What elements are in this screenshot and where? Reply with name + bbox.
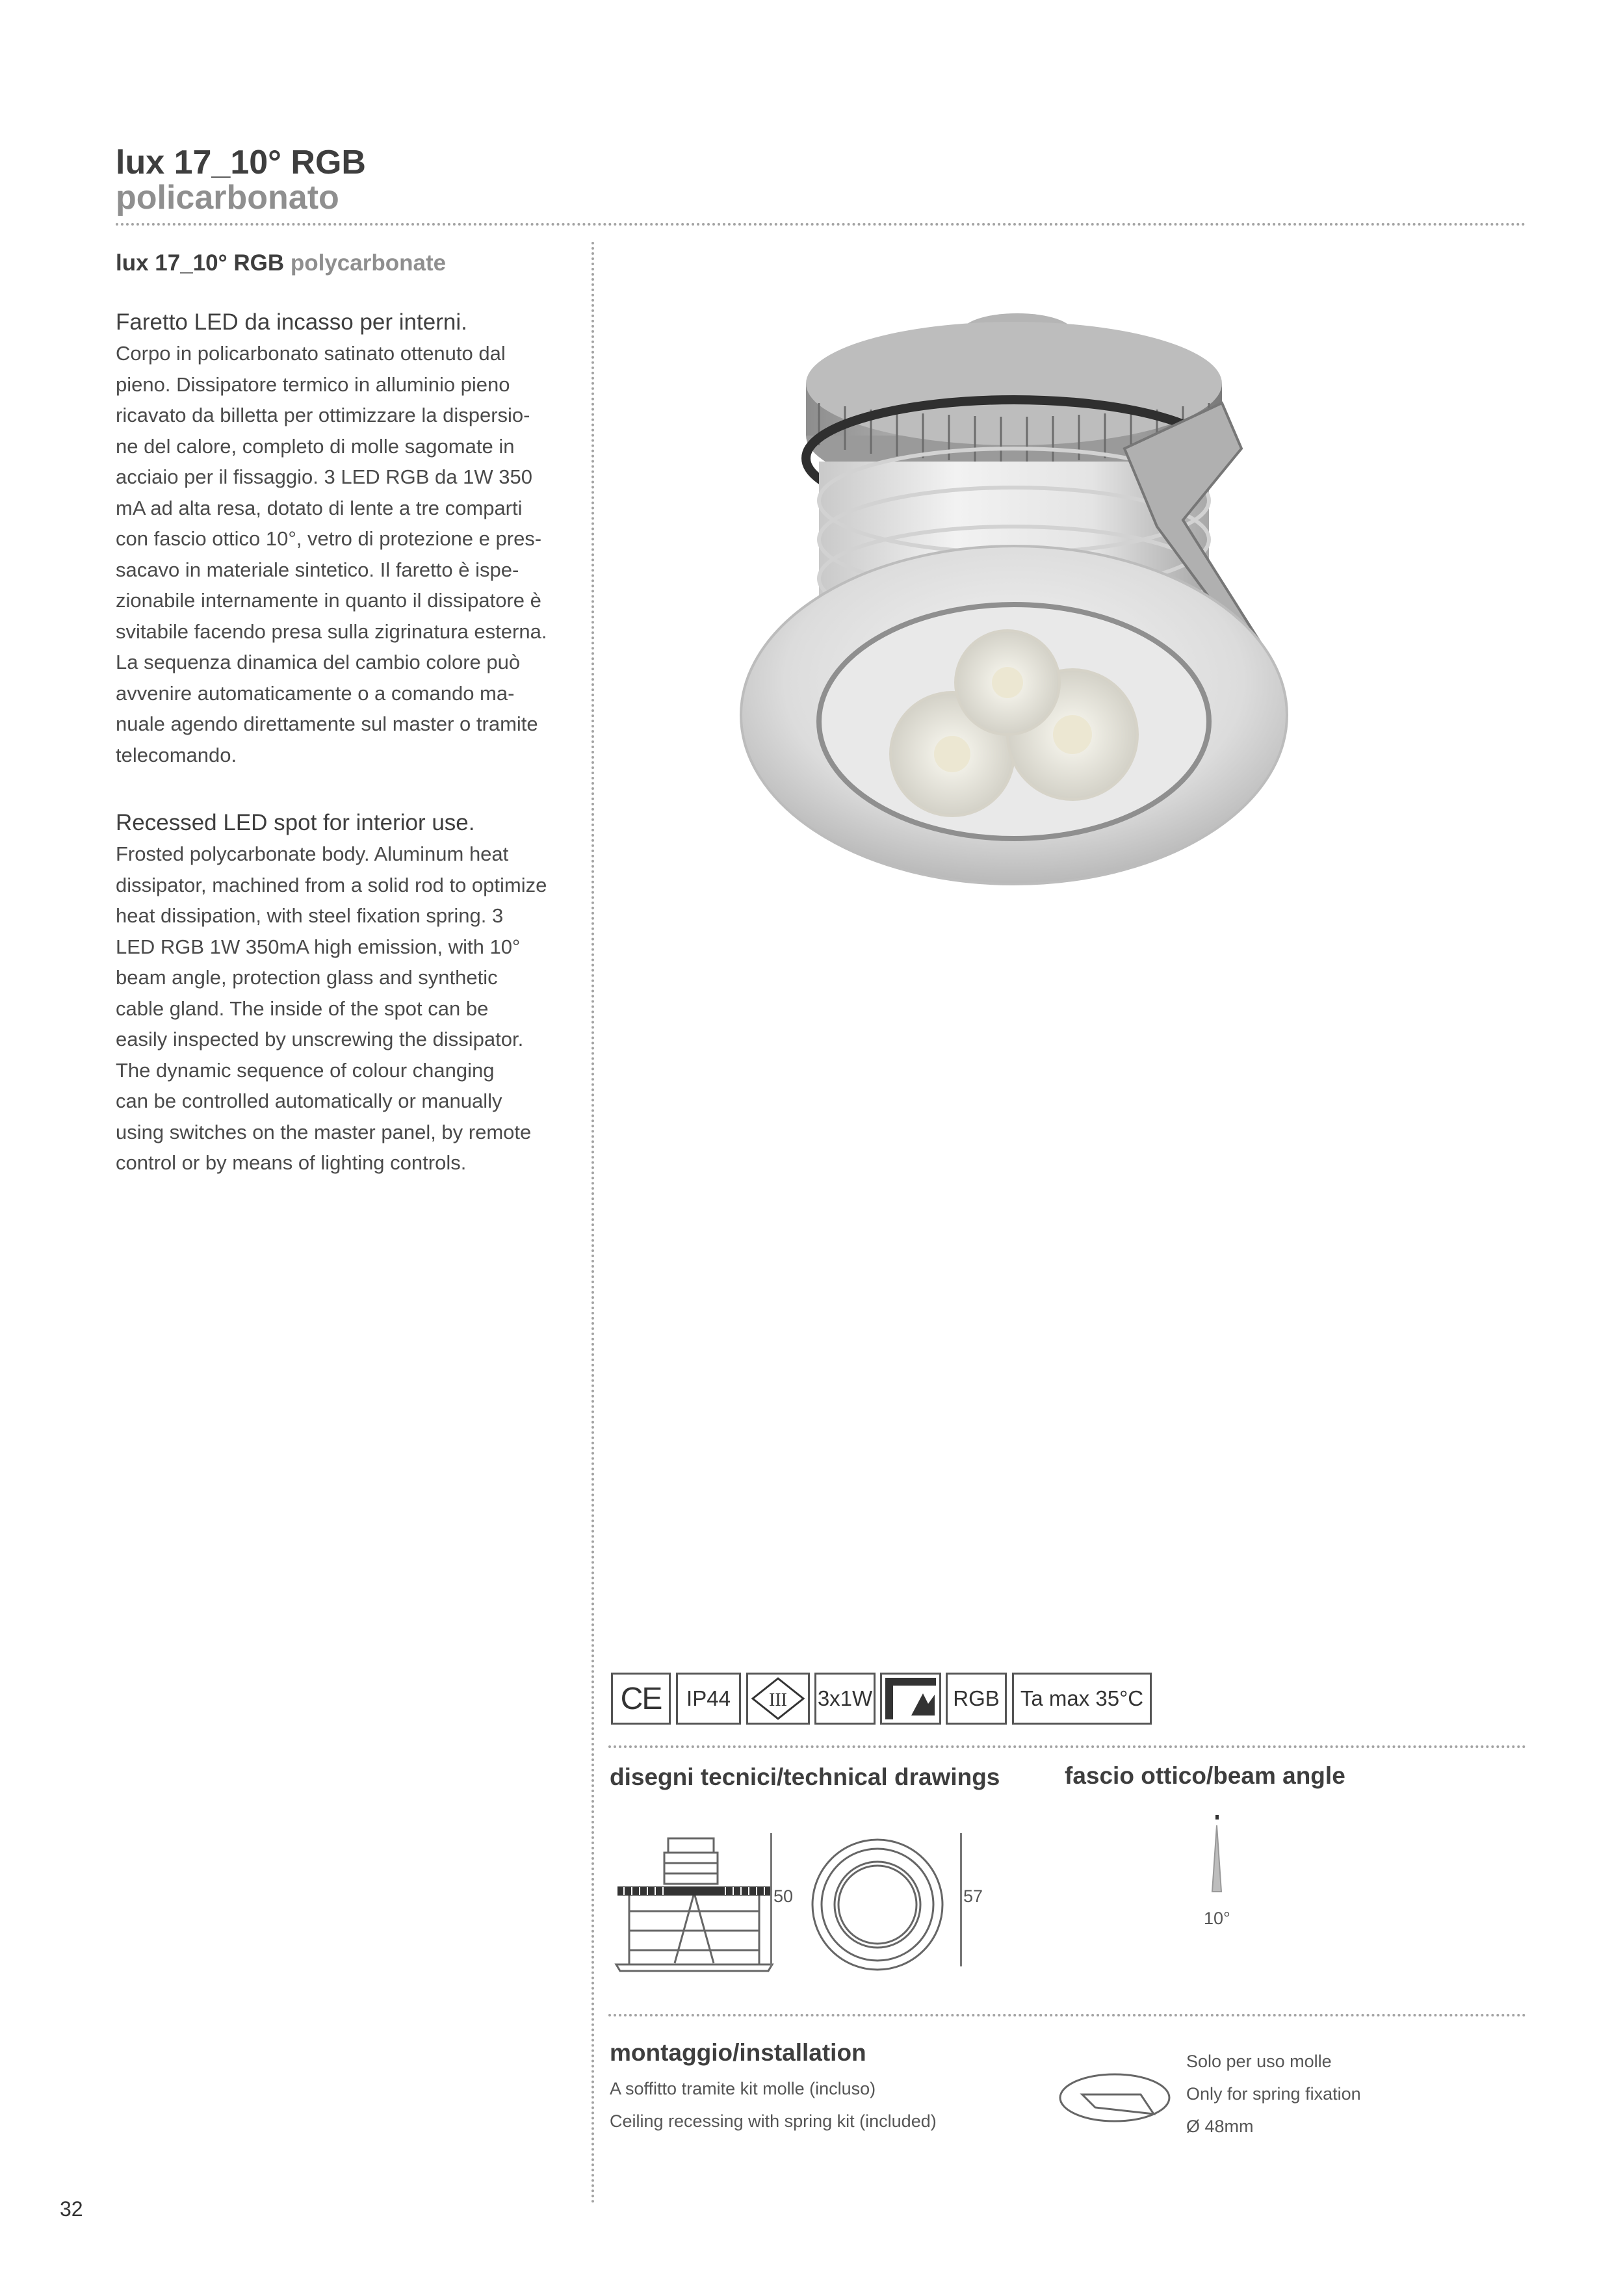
spring-fixation-icon <box>1056 2068 1173 2127</box>
body-line: ricavato da billetta per ottimizzare la dispersio- <box>116 404 530 426</box>
body-line: con fascio ottico 10°, vetro di protezione e pres- <box>116 527 542 550</box>
recessed-mount-icon <box>880 1673 941 1725</box>
installation-heading: montaggio/installation <box>610 2039 866 2066</box>
body-line: beam angle, protection glass and synthetic <box>116 966 498 989</box>
body-line: control or by means of lighting controls. <box>116 1151 467 1174</box>
body-line: zionabile internamente in quanto il dissipatore è <box>116 589 541 612</box>
body-line: sacavo in materiale sintetico. Il faretto è ispe- <box>116 558 519 581</box>
body-line: The dynamic sequence of colour changing <box>116 1058 495 1082</box>
installation-divider <box>608 2014 1526 2016</box>
body-line: acciaio per il fissaggio. 3 LED RGB da 1W 350 <box>116 465 532 488</box>
italian-description <box>116 308 559 770</box>
body-line: easily inspected by unscrewing the dissipator. <box>116 1028 524 1050</box>
installation-line-en: Ceiling recessing with spring kit (included) <box>610 2111 937 2131</box>
power-badge: 3x1W <box>814 1673 876 1725</box>
body-line: nuale agendo direttamente sul master o tramite <box>116 712 538 735</box>
subtitle-material: polycarbonate <box>290 250 447 276</box>
body-line: mA ad alta resa, dotato di lente a tre comparti <box>116 496 523 519</box>
top-divider <box>116 223 1526 226</box>
spring-note-en: Only for spring fixation <box>1186 2084 1361 2104</box>
spring-note-it: Solo per uso molle <box>1186 2052 1332 2071</box>
product-image <box>728 306 1313 956</box>
ce-mark-icon: CE <box>611 1673 671 1725</box>
dimension-line <box>770 1833 772 1966</box>
installation-line-it: A soffitto tramite kit molle (incluso) <box>610 2079 876 2098</box>
body-line: pieno. Dissipatore termico in alluminio pieno <box>116 372 510 396</box>
body-line: Frosted polycarbonate body. Aluminum heat <box>116 842 509 865</box>
body-line: avvenire automaticamente o a comando ma- <box>116 681 515 705</box>
page-subtitle-material: policarbonato <box>116 179 339 216</box>
ambient-temp-badge: Ta max 35°C <box>1012 1673 1152 1725</box>
body-line: telecomando. <box>116 743 237 766</box>
subtitle-model: lux 17_10° RGB <box>116 250 285 276</box>
rgb-badge: RGB <box>946 1673 1007 1725</box>
body-line: ne del calore, completo di molle sagomate in <box>116 434 515 458</box>
body-line: La sequenza dinamica del cambio colore può <box>116 651 521 673</box>
class-iii-icon <box>746 1673 810 1725</box>
italian-body <box>116 338 559 770</box>
side-view-drawing <box>610 1833 779 1976</box>
body-line: heat dissipation, with steel fixation spring. 3 <box>116 904 504 927</box>
diamond-icon <box>750 1676 806 1721</box>
page-title: lux 17_10° RGB <box>116 144 366 181</box>
drawings-divider <box>608 1745 1526 1748</box>
beam-cone-icon <box>1204 1814 1230 1911</box>
body-line: cable gland. The inside of the spot can be <box>116 997 489 1020</box>
body-line: dissipator, machined from a solid rod to optimize <box>116 873 547 896</box>
column-divider <box>591 242 594 2205</box>
body-line: using switches on the master panel, by remote <box>116 1120 532 1143</box>
ip-rating-badge: IP44 <box>676 1673 741 1725</box>
english-subtitle <box>116 250 446 277</box>
height-dimension: 50 <box>773 1886 794 1906</box>
english-description <box>116 809 559 1179</box>
dimension-line <box>960 1833 962 1966</box>
technical-drawings-heading: disegni tecnici/technical drawings <box>610 1764 1000 1790</box>
italian-heading: Faretto LED da incasso per interni. <box>116 309 467 335</box>
english-heading: Recessed LED spot for interior use. <box>116 810 475 835</box>
body-line: Corpo in policarbonato satinato ottenuto dal <box>116 342 506 365</box>
body-line: LED RGB 1W 350mA high emission, with 10° <box>116 935 521 958</box>
front-view-drawing <box>806 1834 949 1977</box>
svg-text:III: III <box>769 1690 787 1710</box>
english-body <box>116 839 559 1179</box>
page-number: 32 <box>60 2197 83 2221</box>
beam-angle-value: 10° <box>1204 1909 1230 1928</box>
beam-angle-heading: fascio ottico/beam angle <box>1065 1762 1345 1789</box>
diameter-dimension: 57 <box>963 1886 983 1906</box>
spring-note-diameter: Ø 48mm <box>1186 2117 1254 2136</box>
body-line: svitabile facendo presa sulla zigrinatura esterna. <box>116 620 547 643</box>
body-line: can be controlled automatically or manually <box>116 1089 502 1112</box>
